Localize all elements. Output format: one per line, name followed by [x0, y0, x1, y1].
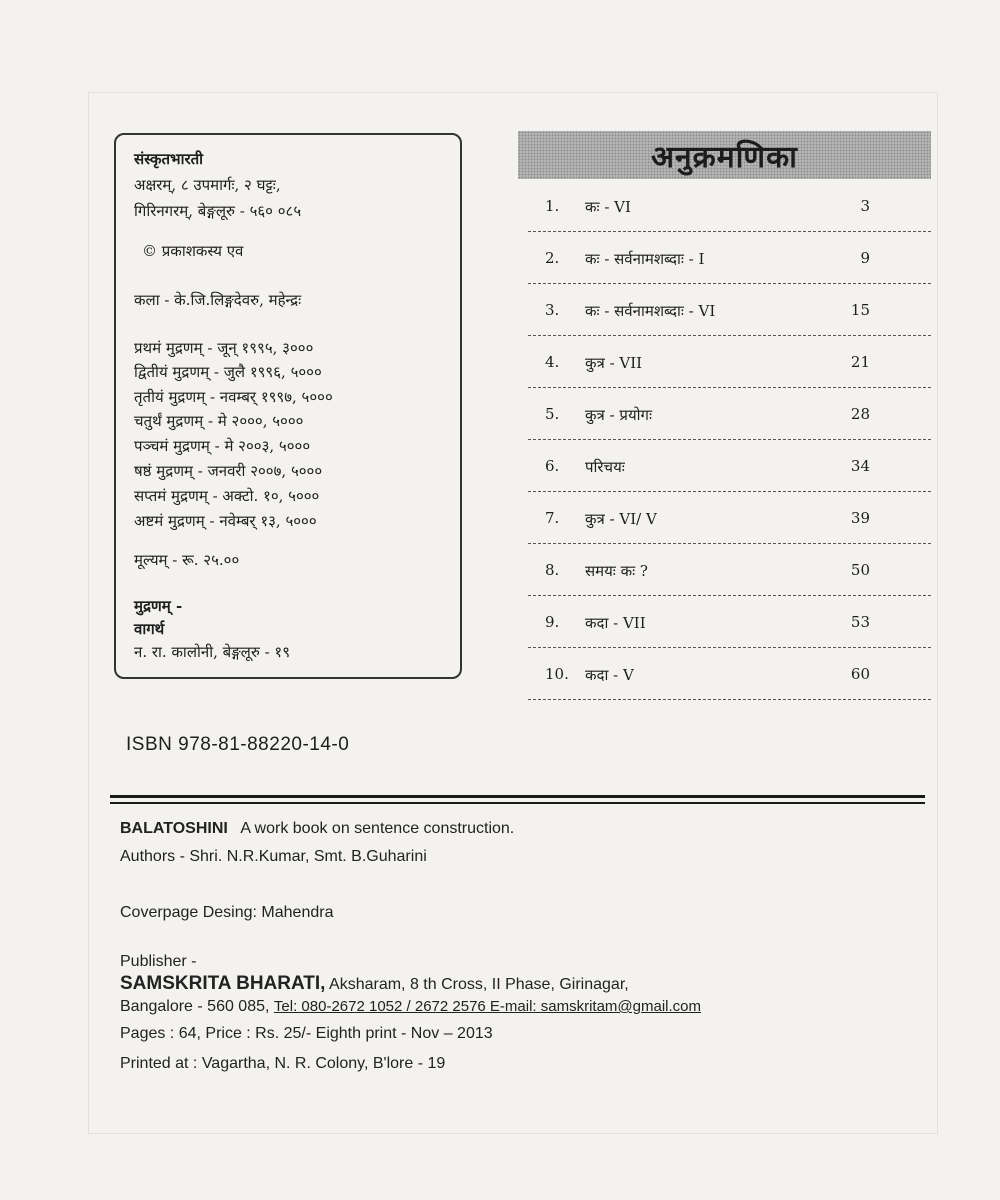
toc-entry-number: 6.	[545, 457, 560, 475]
publisher-org: संस्कृतभारती	[134, 150, 204, 168]
toc-entry-title: कदा - V	[585, 666, 634, 684]
price: मूल्यम् - रू. २५.००	[134, 551, 240, 569]
imprint-box	[114, 133, 462, 679]
toc-entry	[528, 336, 931, 388]
printer-address: न. रा. कालोनी, बेङ्गलूरु - १९	[134, 643, 291, 661]
toc-entry-page: 50	[850, 561, 870, 579]
book-subtitle: A work book on sentence construction.	[240, 820, 515, 837]
toc-entry-title: कः - सर्वनामशब्दाः - I	[585, 250, 705, 268]
toc-entry-page: 39	[850, 509, 870, 527]
print-history-7: सप्तमं मुद्रणम् - अक्टो. १०, ५०००	[134, 487, 320, 505]
toc-entry	[528, 544, 931, 596]
toc-entry-number: 3.	[545, 301, 560, 319]
toc-entry-number: 2.	[545, 249, 560, 267]
toc-entry-title: कदा - VII	[585, 614, 646, 632]
address-line-1: अक्षरम्, ८ उपमार्गः, २ घट्टः,	[134, 176, 281, 194]
toc-entry-title: समयः कः ?	[585, 562, 648, 580]
toc-entry-page: 34	[850, 457, 870, 475]
toc-entry-title: कः - सर्वनामशब्दाः - VI	[585, 302, 716, 320]
toc-entry-number: 1.	[545, 197, 560, 215]
toc-entry-page: 15	[850, 301, 870, 319]
toc-entry-number: 5.	[545, 405, 560, 423]
toc-entry-title: कुत्र - VI/ V	[585, 510, 657, 528]
book-title-line	[120, 820, 514, 838]
toc-entry-title: कः - VI	[585, 198, 631, 216]
toc-entry	[528, 180, 931, 232]
table-of-contents	[528, 180, 931, 700]
toc-entry	[528, 284, 931, 336]
toc-entry-page: 28	[850, 405, 870, 423]
toc-entry-page: 9	[860, 249, 870, 267]
toc-entry	[528, 388, 931, 440]
toc-banner	[518, 131, 931, 179]
address-line-2: गिरिनगरम्, बेङ्गलूरु - ५६० ०८५	[134, 202, 302, 220]
print-history-8: अष्टमं मुद्रणम् - नवेम्बर् १३, ५०००	[134, 512, 317, 530]
toc-entry-title: परिचयः	[585, 458, 625, 476]
divider-rule-top	[110, 795, 925, 798]
print-history-2: द्वितीयं मुद्रणम् - जुलै १९९६, ५०००	[134, 363, 322, 381]
toc-entry-title: कुत्र - VII	[585, 354, 643, 372]
printer-label: मुद्रणम् -	[134, 597, 183, 615]
printer-name: वागर्थ	[134, 620, 165, 638]
print-history-5: पञ्चमं मुद्रणम् - मे २००३, ५०००	[134, 437, 311, 455]
toc-entry-number: 4.	[545, 353, 560, 371]
toc-title: अनुक्रमणिका	[651, 139, 798, 175]
toc-entry	[528, 648, 931, 700]
city-contact-line	[120, 998, 701, 1016]
print-history-1: प्रथमं मुद्रणम् - जून् १९९५, ३०००	[134, 339, 314, 357]
toc-entry	[528, 492, 931, 544]
book-title: BALATOSHINI	[120, 820, 228, 837]
toc-entry-number: 8.	[545, 561, 560, 579]
publisher-line	[120, 973, 629, 995]
toc-entry	[528, 596, 931, 648]
toc-entry-page: 60	[850, 665, 870, 683]
toc-entry	[528, 232, 931, 284]
toc-entry-number: 7.	[545, 509, 560, 527]
toc-entry-page: 21	[850, 353, 870, 371]
authors: Authors - Shri. N.R.Kumar, Smt. B.Guharini	[120, 848, 427, 865]
publisher-label: Publisher -	[120, 953, 197, 970]
pages-price: Pages : 64, Price : Rs. 25/- Eighth print - Nov – 2013	[120, 1025, 493, 1042]
toc-entry-number: 10.	[545, 665, 569, 683]
printed-at: Printed at : Vagartha, N. R. Colony, B'lore - 19	[120, 1055, 446, 1072]
print-history-3: तृतीयं मुद्रणम् - नवम्बर् १९९७, ५०००	[134, 388, 333, 406]
divider-rule-bottom	[110, 802, 925, 804]
publisher-address: Aksharam, 8 th Cross, II Phase, Girinagar,	[329, 976, 629, 993]
isbn: ISBN 978-81-88220-14-0	[126, 734, 350, 755]
publisher-name: SAMSKRITA BHARATI,	[120, 973, 326, 994]
toc-entry	[528, 440, 931, 492]
copyright-notice: © प्रकाशकस्य एव	[142, 242, 244, 260]
print-history-6: षष्ठं मुद्रणम् - जनवरी २००७, ५०००	[134, 462, 323, 480]
print-history-4: चतुर्थं मुद्रणम् - मे २०००, ५०००	[134, 412, 304, 430]
toc-entry-number: 9.	[545, 613, 560, 631]
contact-info: Tel: 080-2672 1052 / 2672 2576 E-mail: samskritam@gmail.com	[273, 998, 702, 1015]
toc-entry-title: कुत्र - प्रयोगः	[585, 406, 652, 424]
toc-entry-page: 3	[860, 197, 870, 215]
art-credit: कला - के.जि.लिङ्गदेवरु, महेन्द्रः	[134, 291, 302, 309]
publisher-city: Bangalore - 560 085,	[120, 998, 270, 1015]
cover-credit: Coverpage Desing: Mahendra	[120, 904, 334, 921]
toc-entry-page: 53	[850, 613, 870, 631]
